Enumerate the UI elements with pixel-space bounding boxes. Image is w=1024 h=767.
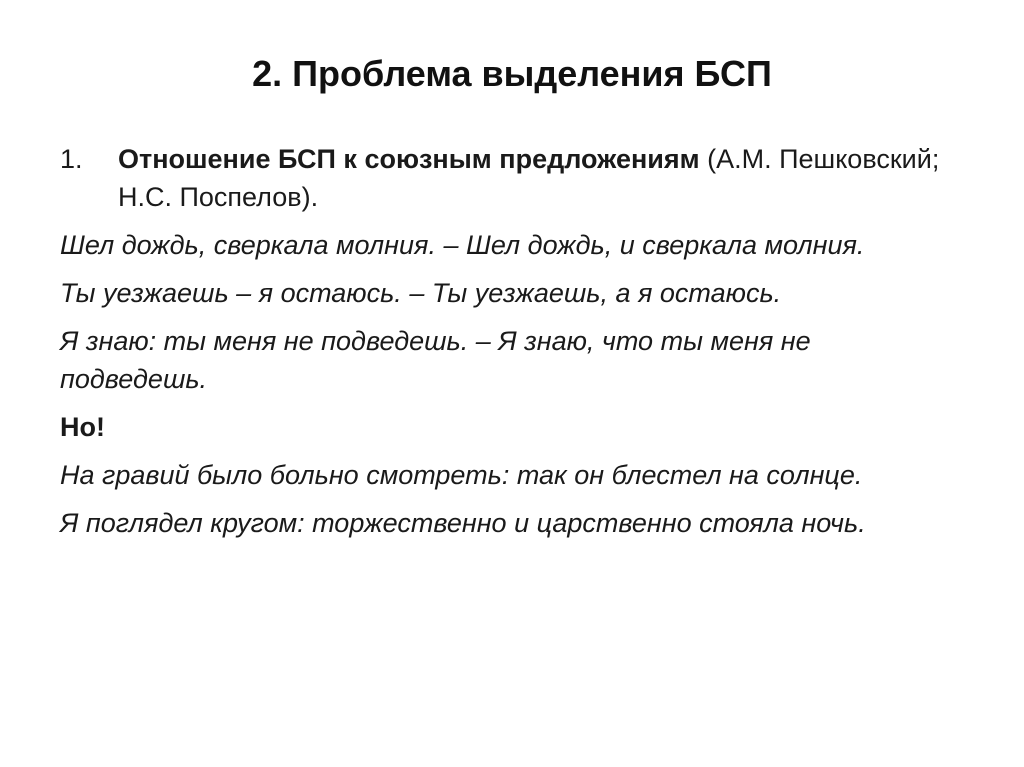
numbered-item-1 bbox=[60, 140, 960, 216]
slide-body bbox=[60, 140, 960, 552]
example-4: На гравий было больно смотреть: так он блестел на солнце. bbox=[60, 460, 863, 490]
slide-title: 2. Проблема выделения БСП bbox=[252, 53, 772, 94]
but-heading: Но! bbox=[60, 412, 105, 442]
item-bold-text: Отношение БСП к союзным предложениям bbox=[118, 144, 700, 174]
example-1: Шел дождь, сверкала молния. – Шел дождь, и сверкала молния. bbox=[60, 230, 865, 260]
example-5: Я поглядел кругом: торжественно и царственно стояла ночь. bbox=[60, 508, 866, 538]
item-rest-text: (А.М. Пешковский; Н.С. Поспелов). bbox=[118, 144, 940, 212]
example-3: Я знаю: ты меня не подведешь. – Я знаю, что ты меня не подведешь. bbox=[60, 326, 811, 394]
item-number: 1. bbox=[60, 144, 83, 174]
example-2: Ты уезжаешь – я остаюсь. – Ты уезжаешь, а я остаюсь. bbox=[60, 278, 782, 308]
